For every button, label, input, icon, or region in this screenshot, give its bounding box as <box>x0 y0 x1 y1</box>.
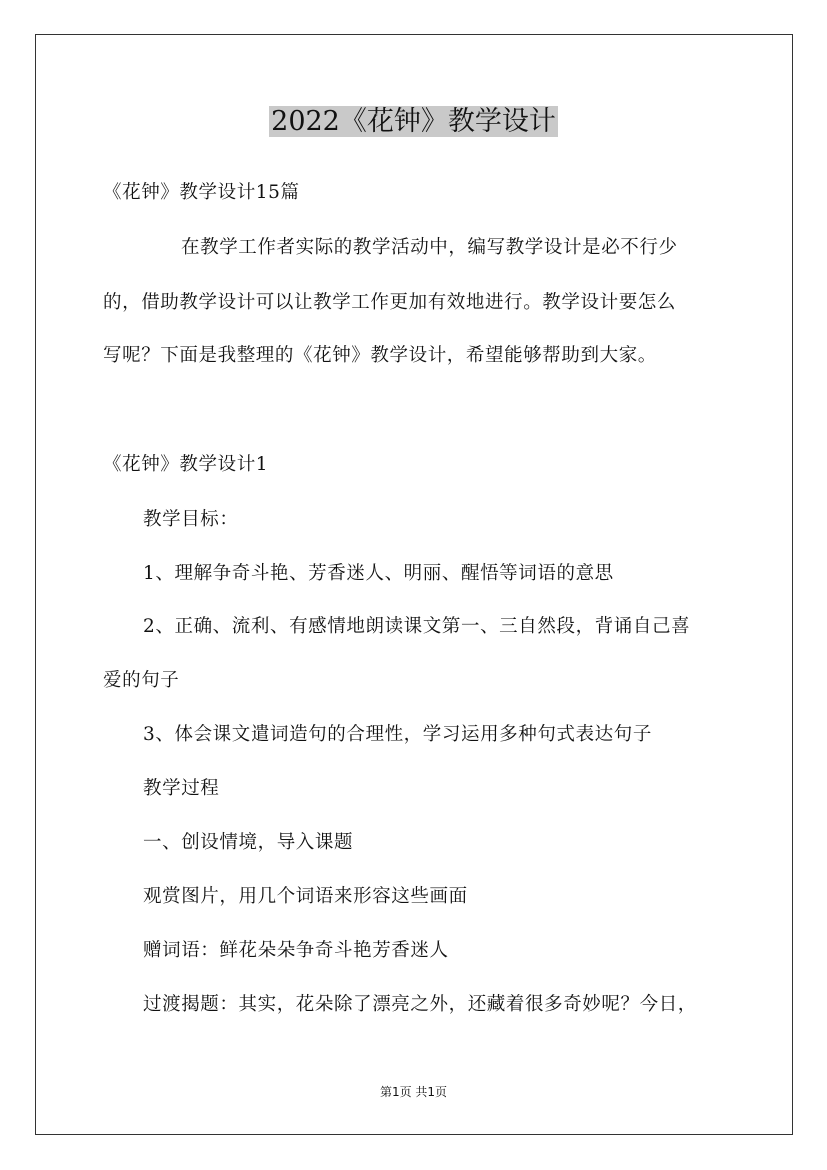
step-1-line-3: 过渡揭题：其实，花朵除了漂亮之外，还藏着很多奇妙呢？今日， <box>143 994 697 1015</box>
intro-line-1: 在教学工作者实际的教学活动中，编写教学设计是必不行少 <box>181 237 678 258</box>
intro-line-2: 的，借助教学设计可以让教学工作更加有效地进行。教学设计要怎么 <box>103 292 677 313</box>
step-1-line-2: 赠词语：鲜花朵朵争奇斗艳芳香迷人 <box>143 940 449 961</box>
document-title <box>0 102 827 142</box>
section-heading: 《花钟》教学设计1 <box>103 454 269 475</box>
document-title-text: 2022《花钟》教学设计 <box>271 106 556 137</box>
goals-heading: 教学目标： <box>143 509 239 530</box>
step-1-line-1: 观赏图片，用几个词语来形容这些画面 <box>143 886 468 907</box>
goal-1: 1、理解争奇斗艳、芳香迷人、明丽、醒悟等词语的意思 <box>143 563 614 584</box>
goal-2: 2、正确、流利、有感情地朗读课文第一、三自然段，背诵自己喜 <box>143 616 691 637</box>
process-heading: 教学过程 <box>143 778 220 799</box>
page-footer: 第1页 共1页 <box>379 1085 448 1099</box>
goal-2-continued: 爱的句子 <box>103 670 180 691</box>
intro-line-3: 写呢？下面是我整理的《花钟》教学设计，希望能够帮助到大家。 <box>103 345 657 366</box>
step-1-heading: 一、创设情境，导入课题 <box>143 832 354 853</box>
goal-3: 3、体会课文遣词造句的合理性，学习运用多种句式表达句子 <box>143 724 652 745</box>
subtitle-line: 《花钟》教学设计15篇 <box>103 182 300 203</box>
